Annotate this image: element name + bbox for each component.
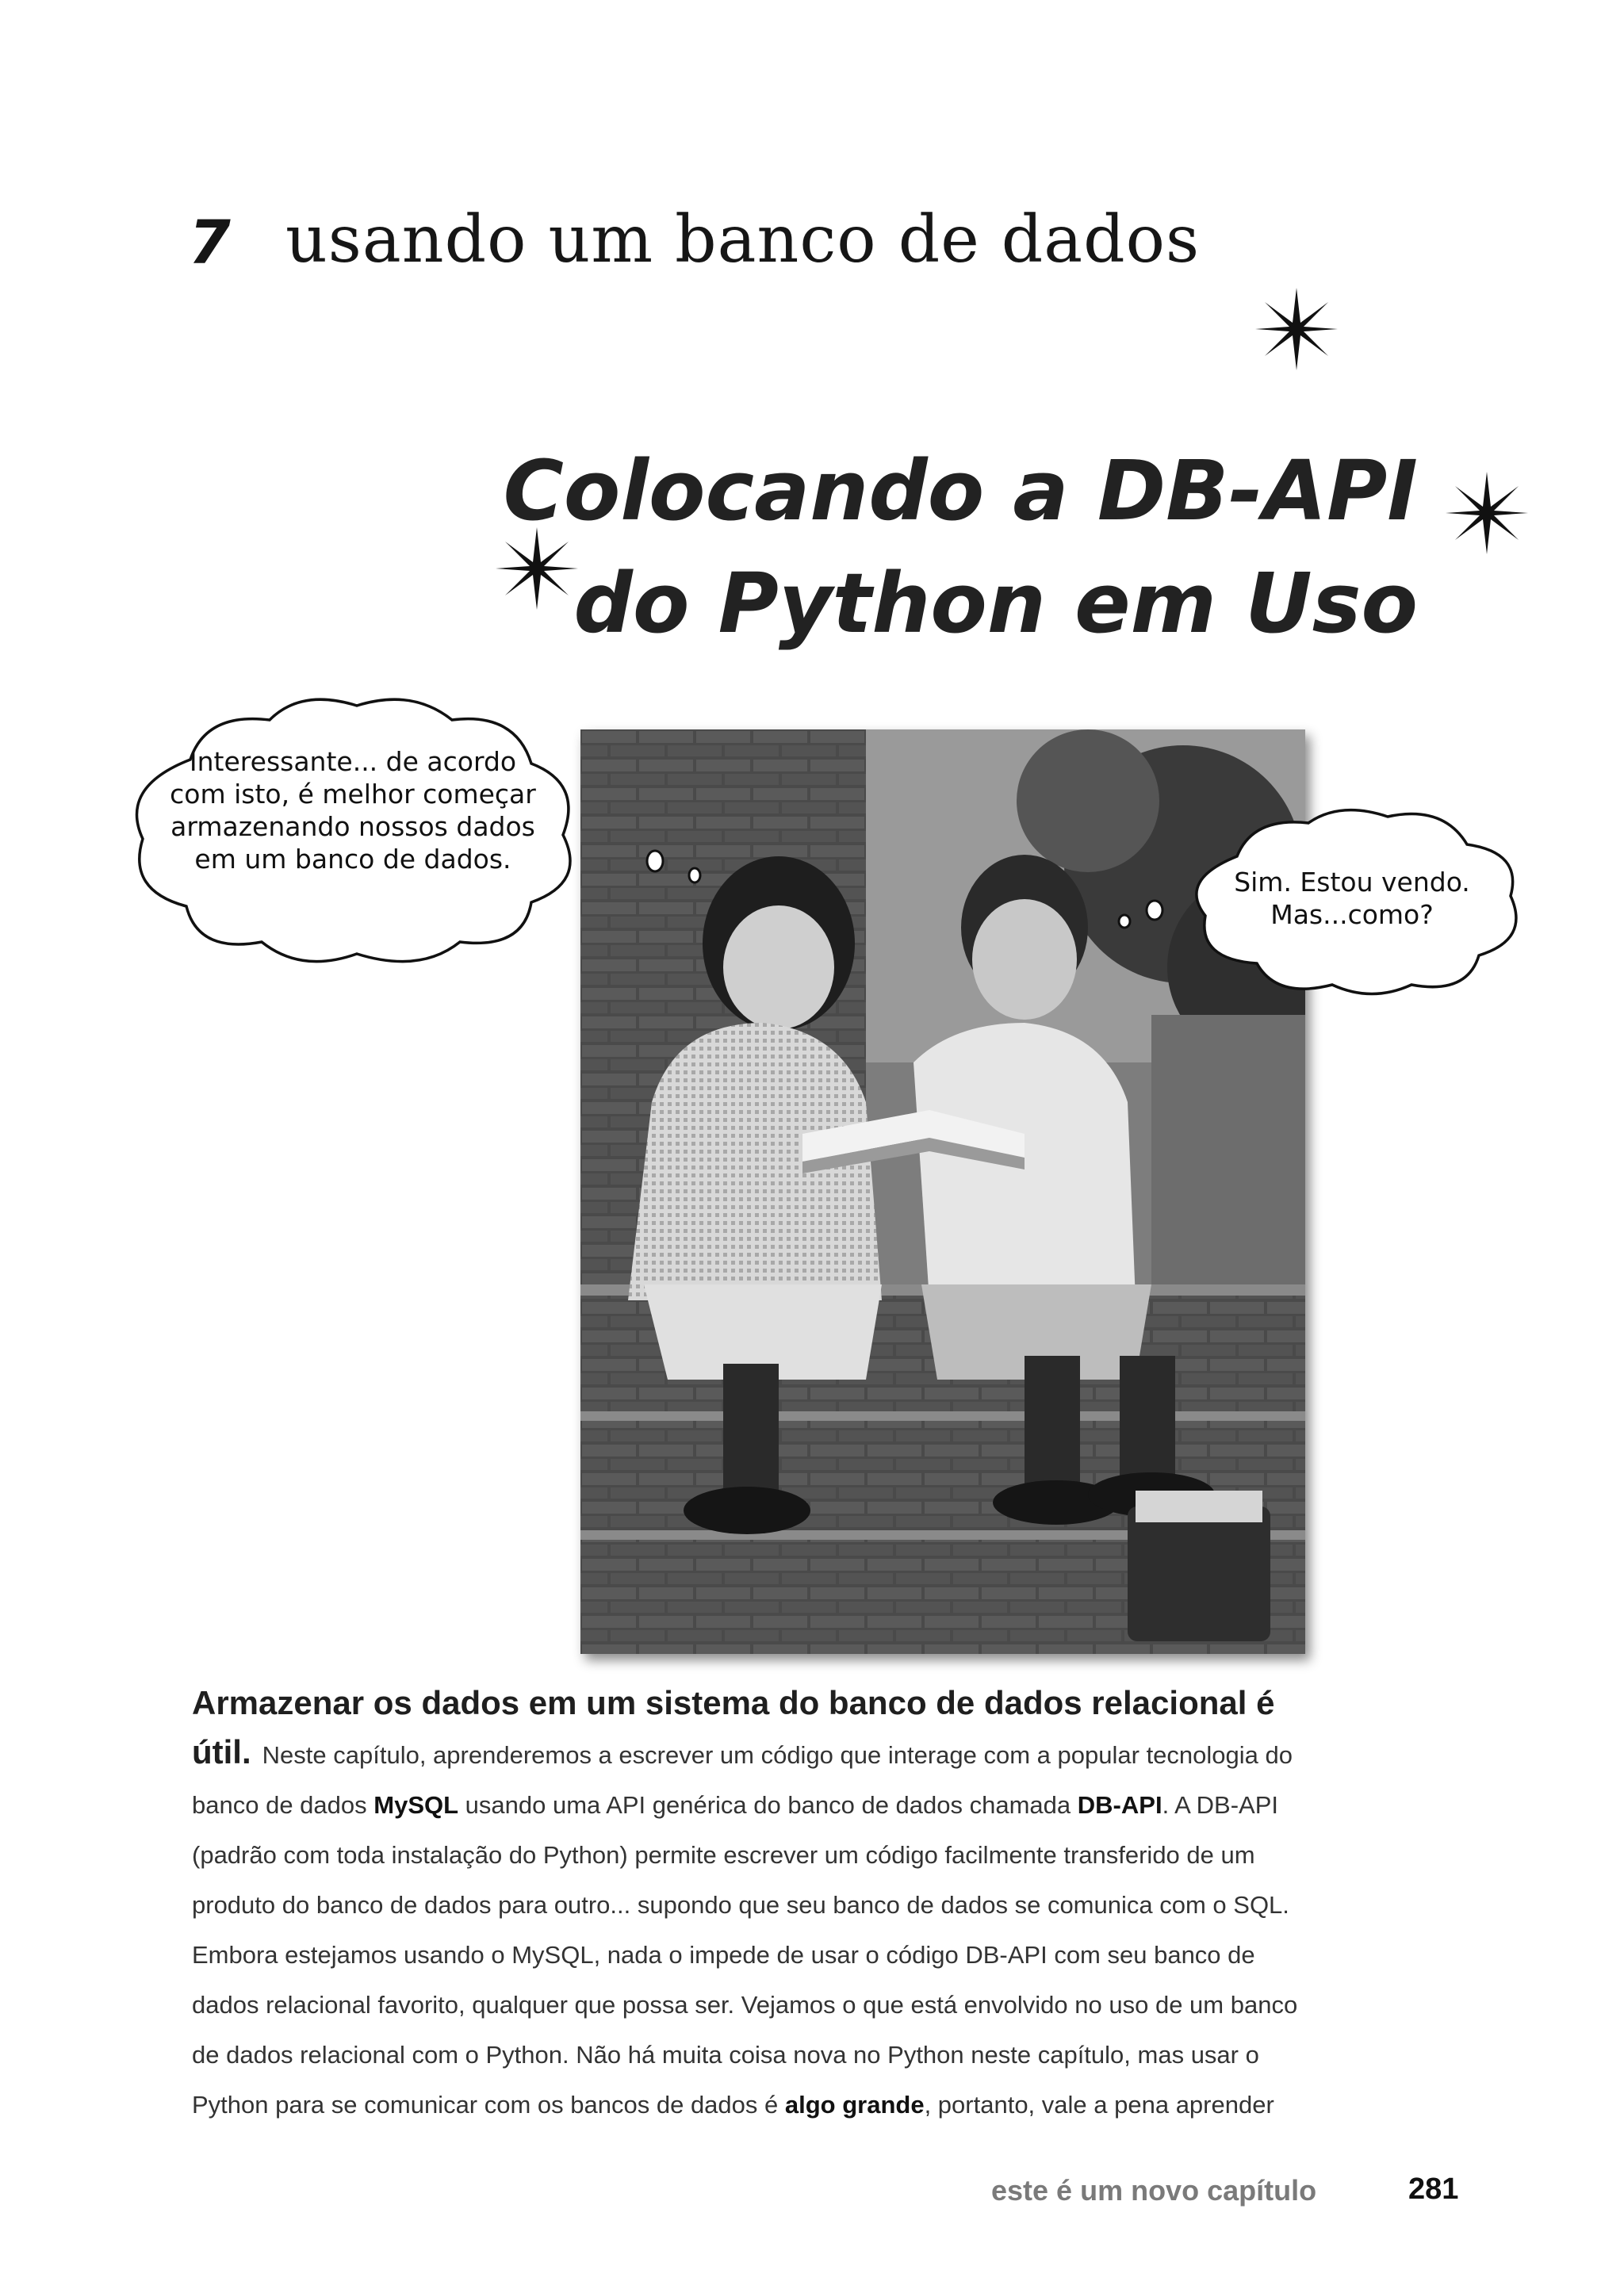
thought-dots-left <box>641 847 712 886</box>
bubble-line: Sim. Estou vendo. <box>1234 867 1470 898</box>
thought-bubble-left-text <box>167 745 539 875</box>
intro-emphasis: MySQL <box>373 1791 459 1819</box>
thought-bubble-right <box>1174 801 1530 999</box>
chapter-number: 7 <box>189 207 231 278</box>
bubble-line: com isto, é melhor começar <box>170 779 536 810</box>
intro-emphasis: DB-API <box>1077 1791 1162 1819</box>
intro-text: Python para se comunicar com os bancos de dados é <box>192 2091 785 2119</box>
page-title-line-1: Colocando a DB-API <box>503 442 1418 539</box>
intro-line: dados relacional favorito, qualquer que possa ser. Vejamos o que está envolvido no uso de um banco <box>192 1991 1298 2019</box>
bubble-line: Interessante... de acordo <box>189 746 517 777</box>
intro-line: produto do banco de dados para outro... supondo que seu banco de dados se comunica com o SQL. <box>192 1891 1289 1919</box>
intro-line <box>192 1780 1429 1830</box>
thought-bubble-right-text <box>1205 866 1499 931</box>
intro-line <box>192 1727 1429 1780</box>
footer-label: este é um novo capítulo <box>991 2174 1317 2207</box>
chapter-intro <box>192 1679 1429 2130</box>
chapter-title: usando um banco de dados <box>285 202 1201 278</box>
page-title <box>308 434 1418 660</box>
thought-bubble-left <box>119 688 587 974</box>
bubble-line: armazenando nossos dados <box>170 811 535 842</box>
intro-line <box>192 2080 1429 2130</box>
intro-line: de dados relacional com o Python. Não há muita coisa nova no Python neste capítulo, mas usar o <box>192 2041 1259 2069</box>
intro-line: Embora estejamos usando o MySQL, nada o impede de usar o código DB-API com seu banco de <box>192 1941 1255 1969</box>
intro-text: Neste capítulo, aprenderemos a escrever um código que interage com a popular tecnologia do <box>262 1741 1293 1769</box>
intro-text: banco de dados <box>192 1791 374 1819</box>
intro-text: usando uma API genérica do banco de dados chamada <box>458 1791 1078 1819</box>
sparkle-icon <box>1443 469 1530 557</box>
intro-line: (padrão com toda instalação do Python) permite escrever um código facilmente transferido de um <box>192 1841 1255 1869</box>
sparkle-icon <box>1253 285 1340 373</box>
bubble-line: Mas...como? <box>1270 899 1434 930</box>
page-number: 281 <box>1408 2172 1459 2206</box>
thought-dots-right <box>1109 894 1172 934</box>
intro-text: . A DB-API <box>1162 1791 1279 1819</box>
bubble-line: em um banco de dados. <box>194 844 511 875</box>
intro-emphasis: algo grande <box>784 2091 925 2119</box>
intro-lead-end: útil. <box>192 1733 251 1770</box>
intro-lead: Armazenar os dados em um sistema do banco de dados relacional é <box>192 1684 1275 1721</box>
page-title-line-2: do Python em Uso <box>573 555 1418 652</box>
intro-text: , portanto, vale a pena aprender <box>924 2091 1274 2119</box>
